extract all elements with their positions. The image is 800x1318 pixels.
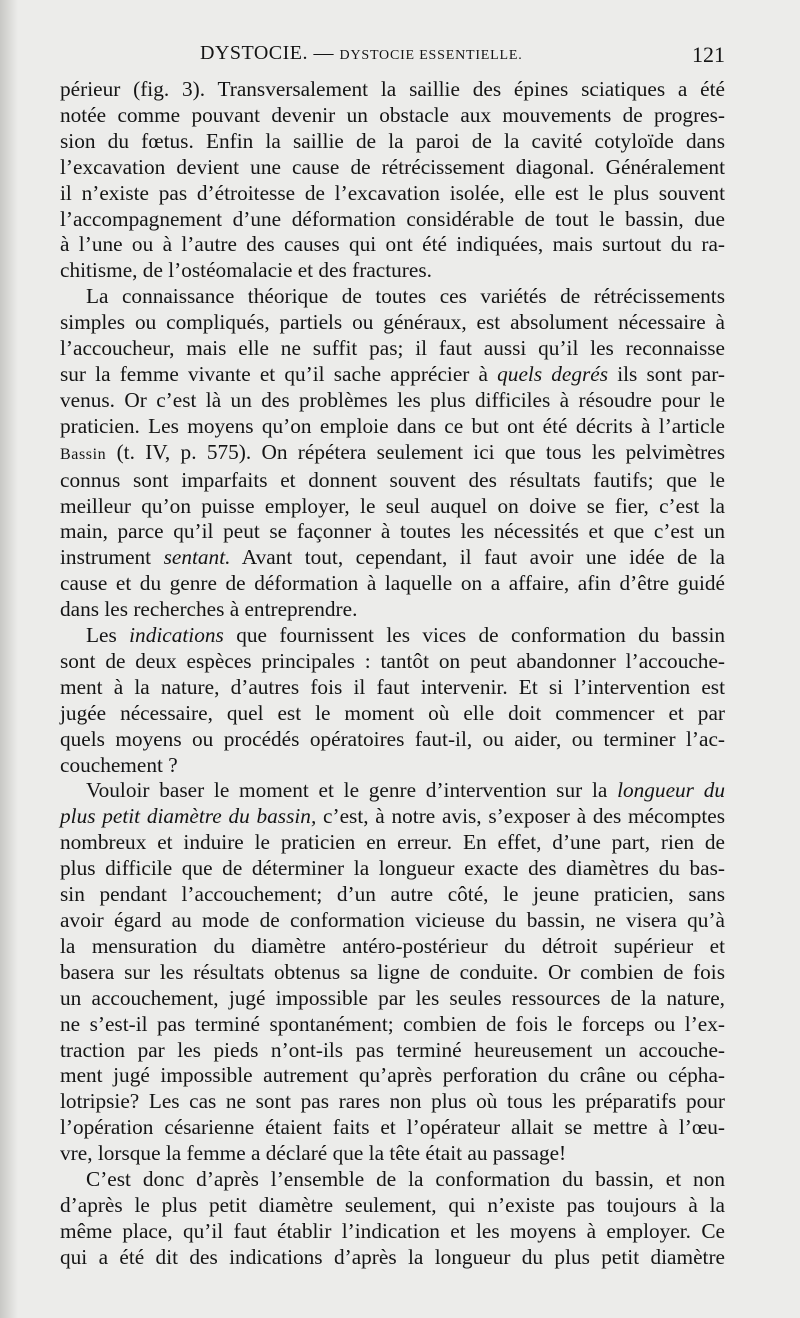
text-segment: c’est, à notre avis, s’exposer à des mécomptes — [323, 804, 725, 829]
italic-text: quels degrés — [497, 361, 609, 386]
text-line: même place, qu’il faut établir l’indication et les moyens à employer. Ce — [60, 1218, 725, 1243]
text-line: lotripsie? Les cas ne sont pas rares non plus où tous les préparatifs pour — [60, 1089, 725, 1114]
running-title-main: DYSTOCIE. — [200, 42, 309, 64]
text-line: La connaissance théorique de toutes ces variétés de rétrécissements — [86, 284, 725, 309]
text-line: sin pendant l’accouchement; d’un autre côté, le jeune praticien, sans — [60, 882, 725, 907]
text-line — [60, 778, 725, 804]
text-line: périeur (fig. 3). Transversalement la saillie des épines sciatiques a été — [60, 77, 725, 101]
text-line: meilleur qu’on puisse employer, le seul auquel on doive se fier, c’est la — [60, 493, 725, 518]
italic-text: plus petit diamètre du bassin, — [60, 804, 317, 829]
text-line: nombreux et induire le praticien en erreur. En effet, d’une part, rien de — [60, 830, 725, 855]
text-segment: (t. IV, p. 575). On répétera seulement ici que tous les pelvimètres — [116, 439, 725, 464]
text-segment: Avant tout, cependant, il faut avoir une idée de la — [241, 545, 725, 570]
text-line: jugée nécessaire, quel est le moment où elle doit commencer et par — [60, 700, 725, 725]
text-line — [60, 804, 725, 830]
text-segment: instrument — [60, 545, 152, 570]
text-segment: Les — [86, 623, 117, 648]
text-line: l’excavation devient une cause de rétrécissement diagonal. Généralement — [60, 154, 725, 179]
body-text — [60, 77, 725, 1271]
text-line: l’opération césarienne étaient faits et l’opérateur allait se mettre à l’œu- — [60, 1115, 725, 1140]
text-line: dans les recherches à entreprendre. — [60, 597, 358, 622]
running-title — [200, 42, 523, 65]
text-line: venus. Or c’est là un des problèmes les plus difficiles à résoudre pour le — [60, 387, 725, 412]
text-line: cause et du genre de déformation à laquelle on a affaire, afin d’être guidé — [60, 571, 725, 596]
text-line: quels moyens ou procédés opératoires faut-il, ou aider, ou terminer l’ac- — [60, 726, 725, 751]
text-line: basera sur les résultats obtenus sa ligne de conduite. Or combien de fois — [60, 959, 725, 984]
text-line: vre, lorsque la femme a déclaré que la tête était au passage! — [60, 1141, 567, 1166]
text-line: ment jugé impossible autrement qu’après perforation du crâne ou cépha- — [60, 1063, 725, 1088]
text-line — [60, 545, 725, 571]
text-line: qui a été dit des indications d’après la longueur du plus petit diamètre — [60, 1244, 725, 1269]
text-line: avoir égard au mode de conformation vicieuse du bassin, ne visera qu’à — [60, 908, 725, 932]
italic-text: longueur du — [617, 778, 725, 803]
page-gutter-shadow — [0, 0, 18, 1318]
text-line: ment à la nature, d’autres fois il faut intervenir. Et si l’intervention est — [60, 674, 725, 699]
text-line: simples ou compliqués, partiels ou généraux, est absolument nécessaire à — [60, 310, 725, 335]
text-line: la mensuration du diamètre antéro-postérieur du détroit supérieur et — [60, 933, 725, 958]
running-head — [60, 42, 725, 72]
text-line: chitisme, de l’ostéomalacie et des fractures. — [60, 258, 432, 283]
text-line: ne s’est-il pas terminé spontanément; combien de fois le forceps ou l’ex- — [60, 1011, 725, 1036]
text-line: C’est donc d’après l’ensemble de la conformation du bassin, et non — [86, 1167, 725, 1192]
text-line: l’accompagnement d’une déformation considérable de tout le bassin, due — [60, 206, 725, 231]
text-line: connus sont imparfaits et donnent souvent des résultats fautifs; que le — [60, 467, 725, 492]
italic-text: sentant. — [163, 545, 231, 570]
text-segment: que fournissent les vices de conformation du bassin — [236, 623, 726, 648]
running-title-sub: DYSTOCIE ESSENTIELLE. — [339, 48, 523, 63]
text-line: sion du fœtus. Enfin la saillie de la paroi de la cavité cotyloïde dans — [60, 128, 725, 153]
text-segment: Vouloir baser le moment et le genre d’intervention sur la — [86, 778, 608, 803]
smallcaps-text: Bassin — [60, 445, 107, 463]
text-line: l’accoucheur, mais elle ne suffit pas; il faut aussi qu’il les reconnaisse — [60, 336, 725, 361]
text-line: un accouchement, jugé impossible par les seules ressources de la nature, — [60, 985, 725, 1010]
text-line: traction par les pieds n’ont-ils pas terminé heureusement un accouche- — [60, 1037, 725, 1062]
text-line: notée comme pouvant devenir un obstacle aux mouvements de progres- — [60, 102, 725, 127]
text-line: couchement ? — [60, 752, 178, 777]
text-segment: sur la femme vivante et qu’il sache apprécier à — [60, 361, 488, 386]
text-line: plus difficile que de déterminer la longueur exacte des diamètres du bas- — [60, 856, 725, 881]
text-line — [60, 623, 725, 649]
text-line: il n’existe pas d’étroitesse de l’excavation isolée, elle est le plus souvent — [60, 180, 725, 205]
italic-text: indications — [129, 623, 224, 648]
text-line: à l’une ou à l’autre des causes qui ont été indiquées, mais surtout du ra- — [60, 232, 725, 257]
text-line: main, parce qu’il peut se façonner à toutes les nécessités et que c’est un — [60, 519, 725, 544]
text-line: d’après le plus petit diamètre seulement, qui n’existe pas toujours à la — [60, 1192, 725, 1217]
text-line — [60, 362, 725, 388]
text-line: sont de deux espèces principales : tantôt on peut abandonner l’accouche- — [60, 648, 725, 673]
text-line: praticien. Les moyens qu’on emploie dans ce but ont été décrits à l’article — [60, 413, 725, 438]
running-title-separator: — — [308, 42, 340, 64]
text-segment: ils sont par- — [617, 361, 725, 386]
page-number: 121 — [692, 42, 725, 67]
text-line — [60, 440, 725, 468]
